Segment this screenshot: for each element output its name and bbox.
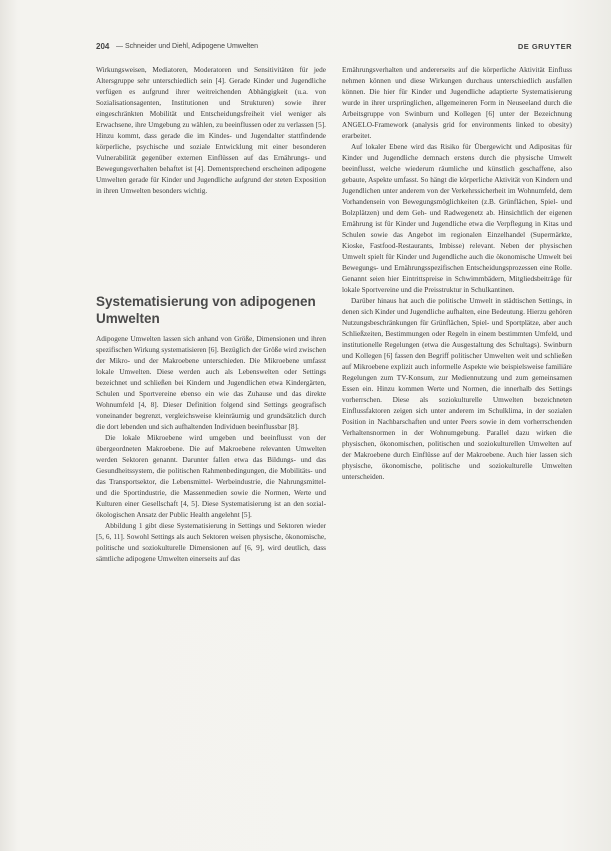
body-paragraph: Abbildung 1 gibt diese Systematisierung in Settings und Sektoren wieder [5, 6, 11]. Sowohl Settings als auch Sektoren weisen physische, ökonomische, politische und soziokulturelle Dimensionen auf [6, 9], wird deutlich, dass sämtliche adipogene Umwelten einerseits auf das [96,521,326,563]
publisher-name: DE GRUYTER [517,42,572,51]
body-paragraph: Adipogene Umwelten lassen sich anhand von Größe, Dimensionen und ihren spezifischen Wirkung systematisieren [6]. Bezüglich der Größe wird zwischen der Mikro- und der Makroebene unterschieden. Die Mikroebene umfasst lokale Umwelten. Diese werden auch als Lebenswelten oder Settings bezeichnet und schließen bei Kindern und Jugendlichen etwa Kindergärten, Schulen und Sportvereine ebenso ein wie das Zuhause und das direkte Wohnumfeld [4, 8]. Dieser Definition folgend sind Settings geografisch voneinander begrenzt, vergleichsweise kleinräumig und grundsätzlich durch die dort lebenden und sich aufhaltenden Individuen beeinflussbar [8]. [96,334,326,431]
body-paragraph: Wirkungsweisen, Mediatoren, Moderatoren und Sensitivitäten für jede Altersgruppe sehr unterschiedlich sein [4]. Gerade Kinder und Jugendliche verfügen es aufgrund ihrer weitreichenden Abhängigkeit (u.a. von Sozialisationsagenten, Institutionen und Strukturen) sowie ihrer eingeschränkten Mobilität und Entscheidungsfreiheit viel weniger als Erwachsene, ihre Umgebung zu wählen, zu beeinflussen oder zu verlassen [5]. Hinzu kommt, dass gerade die im Kindes- und Jugendalter stattfindende körperliche, psychische und soziale Entwicklung mit einer besonderen Vulnerabilität gegenüber externen Einflüssen auf das Ernährungs- und Bewegungsverhalten behaftet ist [4]. Dementsprechend erscheinen adipogene Umwelten gerade für Kinder und Jugendliche aufgrund der steten Exposition in ihren Umwelten besonders wichtig. [96,65,326,195]
page-number: 204 [96,42,110,51]
body-paragraph: Ernährungsverhalten und andererseits auf die körperliche Aktivität Einfluss nehmen können und diese Wirkungen durchaus unterschiedlich ausfallen können. Die hier für Kinder und Jugendliche adaptierte Systematisierung wurde in ihrer ursprünglichen, allgemeineren Form in Neuseeland durch die Arbeitsgruppe von Swinburn und Kollegen [6] unter der Bezeichnung ANGELO-Framework (analysis grid for environments linked to obesity) erarbeitet. [342,65,572,140]
page-header [96,40,572,54]
section-heading: Systematisierung von adipogenen Umwelten [96,294,316,326]
body-paragraph: Darüber hinaus hat auch die politische Umwelt in städtischen Settings, in denen sich Kinder und Jugendliche aufhalten, eine Bedeutung. Hierzu gehören Nutzungsbeschränkungen für Grünflächen, Spiel- und Sportplätze, aber auch Schließzeiten, Bestimmungen oder Regeln in einem bestimmten Umfeld, und institutionelle Regelungen (etwa die Ausgestaltung des Schultags). Swinburn und Kollegen [6] fassen den Begriff politischer Umwelten weit und schließen auf Mikroebene explizit auch informelle Aspekte wie beispielsweise familiäre Regelungen zum TV-Konsum, zur Mediennutzung und zum gemeinsamen Essen ein. Hinzu kommen Werte und Normen, die innerhalb des Settings vorherrschen. Diese als soziokulturelle Umwelten bezeichneten Einflussfaktoren zeigen sich unter anderem im Schulklima, in der sozialen Position in Nachbarschaften und unter Peers sowie in dem vorherrschenden Verhaltensnormen in der Wohnumgebung. Parallel dazu wirken die physischen, ökonomischen, politischen und soziokulturellen Umwelten auf der Makroebene durch Einflüsse auf der Makroebene. Auch hier lassen sich physische, ökonomische, politische und soziokulturelle Umwelten unterscheiden. [342,296,572,481]
left-column-bottom [96,333,326,564]
running-title: — Schneider und Diehl, Adipogene Umwelten [116,43,259,50]
right-column [342,64,572,482]
left-column-top [96,64,326,196]
body-paragraph: Auf lokaler Ebene wird das Risiko für Übergewicht und Adipositas für Kinder und Jugendliche demnach erstens durch die physische Umwelt beeinflusst, welche wiederum räumliche und künstlich geschaffene, also gebaute, Aspekte umfasst. So hängt die körperliche Aktivität von Kindern und Jugendlichen unter anderem von der Verkehrssicherheit im Wohnumfeld, dem Vorhandensein von Bewegungsmöglichkeiten (z.B. Grünflächen, Spiel- und Bolzplätzen) und dem Geh- und Radwegenetz ab. Hinsichtlich der eigenen Ernährung ist für Kinder und Jugendliche etwa die Verpflegung in Kitas und Schulen sowie das Angebot im regionalen Einzelhandel (Supermärkte, Kioske, Fastfood-Restaurants, Imbisse) relevant. Neben der physischen Umwelt spielt für Kinder und Jugendliche auch die ökonomische Umwelt bei Bewegungs- und Ernährungsspezifischen Entscheidungsprozessen eine Rolle. Genannt seien hier Eintrittspreise in Schwimmbädern, Mitgliedsbeiträge für lokale Sportvereine und die Preisstruktur in Schulkantinen. [342,142,572,294]
body-paragraph: Die lokale Mikroebene wird umgeben und beeinflusst von der übergeordneten Makroebene. Die auf Makroebene relevanten Umwelten werden Sektoren genannt. Darunter fallen etwa das Bildungs- und das Gesundheitssystem, die politischen Rahmenbedingungen, die Mobilitäts- und das Transportsektor, die Lebensmittel- Werbeindustrie, die Nahrungsmittel- und die Sportindustrie, die Massenmedien sowie die Normen, Werte und Kulturen einer Gesellschaft [4, 5]. Diese Systematisierung ist an den sozial-ökologischen Ansatz der Public Health angelehnt [5]. [96,433,326,519]
